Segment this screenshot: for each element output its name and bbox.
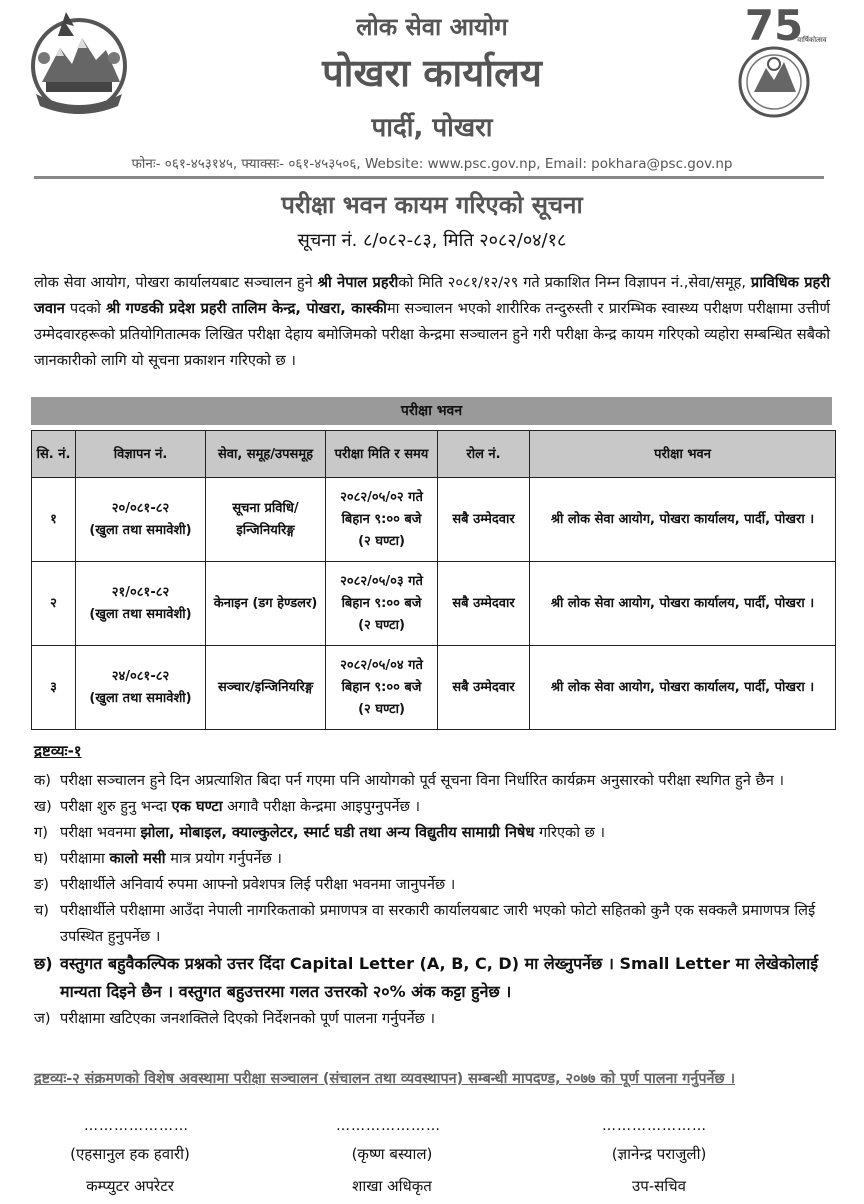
cell-venue: श्री लोक सेवा आयोग, पोखरा कार्यालय, पार्दी, पोखरा । <box>530 478 836 562</box>
note-item <box>34 794 834 820</box>
note-key: ग) <box>34 824 48 841</box>
table-row <box>32 478 836 562</box>
header-sn: सि. नं. <box>32 431 76 478</box>
office-name: पोखरा कार्यालय <box>322 51 542 95</box>
cell-datetime <box>326 646 438 730</box>
notes-heading: द्रष्टव्यः-१ <box>34 742 82 760</box>
intro-text: को मिति २०८१/१२/२९ गते प्रकाशित निम्न विज्ञापन नं.,सेवा/समूह, <box>398 274 751 291</box>
cell-datetime <box>326 562 438 646</box>
cell-service: सूचना प्रविधि/इन्जिनियरिङ्ग <box>206 478 326 562</box>
adv-number: २१/०८१-८२ <box>111 584 170 600</box>
header-service: सेवा, समूह/उपसमूह <box>206 431 326 478</box>
header-roll-no: रोल नं. <box>438 431 530 478</box>
signatory-role: शाखा अधिकृत <box>352 1177 432 1195</box>
notice-title: परीक्षा भवन कायम गरिएको सूचना <box>281 191 583 219</box>
table-header-row <box>32 431 836 478</box>
signatory-name: (ज्ञानेन्द्र पराजुली) <box>611 1145 707 1163</box>
note-text <box>60 768 834 794</box>
cell-adv <box>76 478 206 562</box>
note-key: क) <box>34 772 51 789</box>
signature-dots: ………………… <box>84 1118 189 1134</box>
note-key: घ) <box>34 850 49 867</box>
signature-dots: ………………… <box>336 1118 441 1134</box>
cell-roll: सबै उम्मेदवार <box>438 646 530 730</box>
exam-venue-table <box>31 430 836 730</box>
intro-paragraph <box>34 270 830 374</box>
intro-text: लोक सेवा आयोग, पोखरा कार्यालयबाट सञ्चालन हुने <box>34 274 318 291</box>
note-item <box>34 872 834 898</box>
note-key: च) <box>34 902 49 919</box>
note-key: छ) <box>34 954 53 973</box>
exam-duration: (२ घण्टा) <box>358 701 405 717</box>
cell-venue: श्री लोक सेवा आयोग, पोखरा कार्यालय, पार्दी, पोखरा । <box>530 646 836 730</box>
note-bold-text: कालो मसी <box>109 850 166 867</box>
intro-bold-text: श्री गण्डकी प्रदेश प्रहरी तालिम केन्द्र, पोखरा, कास्की <box>106 300 387 317</box>
note-item <box>34 846 834 872</box>
notes-list <box>34 768 834 1032</box>
org-name: लोक सेवा आयोग <box>356 13 508 41</box>
adv-type: (खुला तथा समावेशी) <box>89 606 192 622</box>
table-caption: परीक्षा भवन <box>31 397 832 425</box>
note-text <box>60 820 834 846</box>
note-text <box>60 794 834 820</box>
note-text <box>60 1006 834 1032</box>
footnote: द्रष्टव्यः-२ संक्रमणको विशेष अवस्थामा परीक्षा सञ्चालन (संचालन तथा व्यवस्थापन) सम्बन्धी मापदण्ड, २०७७ को पूर्ण पालना गर्नुपर्नेछ । <box>34 1071 736 1087</box>
note-text <box>60 898 834 950</box>
cell-adv <box>76 562 206 646</box>
cell-datetime <box>326 478 438 562</box>
exam-time: बिहान ९:०० बजे <box>341 679 422 695</box>
note-key: ख) <box>34 798 52 815</box>
exam-duration: (२ घण्टा) <box>358 533 405 549</box>
note-text <box>60 872 834 898</box>
note-bold-text: झोला, मोबाइल, क्याल्कुलेटर, स्मार्ट घडी तथा अन्य विद्युतीय सामाग्री निषेध <box>140 824 535 841</box>
note-plain-text: अगावै परीक्षा केन्द्रमा आइपुग्नुपर्नेछ । <box>222 798 420 815</box>
note-item <box>34 768 834 794</box>
cell-sn: १ <box>32 478 76 562</box>
exam-time: बिहान ९:०० बजे <box>341 511 422 527</box>
note-plain-text: गरिएको छ । <box>534 824 606 841</box>
cell-venue: श्री लोक सेवा आयोग, पोखरा कार्यालय, पार्दी, पोखरा । <box>530 562 836 646</box>
adv-type: (खुला तथा समावेशी) <box>89 522 192 538</box>
note-text <box>60 950 834 1006</box>
anniversary-label: वार्षिकोत्सव <box>797 36 827 44</box>
table-row <box>32 646 836 730</box>
note-item <box>34 820 834 846</box>
note-plain-text: परीक्षामा खटिएका जनशक्तिले दिएको निर्देशनको पूर्ण पालना गर्नुपर्नेछ । <box>60 1010 436 1027</box>
intro-bold-text: प्राविधिक प्रहरी जवान <box>34 274 831 317</box>
exam-date: २०८२/०५/०४ गते <box>340 657 423 673</box>
note-plain-text: परीक्षार्थीले अनिवार्य रुपमा आफ्नो प्रवेशपत्र लिई परीक्षा भवनमा जानुपर्नेछ । <box>60 876 456 893</box>
note-plain-text: परीक्षा शुरु हुनु भन्दा <box>60 798 172 815</box>
cell-adv <box>76 646 206 730</box>
exam-time: बिहान ९:०० बजे <box>341 595 422 611</box>
anniversary-number: 75 <box>744 6 804 50</box>
contact-line: फोनः- ०६१-४५३१४५, फ्याक्सः- ०६१-४५३५०६, Website: www.psc.gov.np, Email: pokhara@psc.gov.np <box>131 156 733 172</box>
note-bold-text: एक घण्टा <box>171 798 223 815</box>
header-venue: परीक्षा भवन <box>530 431 836 478</box>
signatory-name: (एहसानुल हक हवारी) <box>70 1145 190 1163</box>
notice-number-date: सूचना नं. ८/०८२-८३, मिति २०८२/०४/१८ <box>297 230 567 251</box>
header-divider <box>34 176 824 179</box>
signatory-role: उप-सचिव <box>631 1177 687 1195</box>
cell-service: सञ्चार/इन्जिनियरिङ्ग <box>206 646 326 730</box>
header-date-time: परीक्षा मिति र समय <box>326 431 438 478</box>
intro-text: पदको <box>64 300 107 317</box>
table-row <box>32 562 836 646</box>
adv-number: २०/०८१-८२ <box>111 500 170 516</box>
note-plain-text: परीक्षा सञ्चालन हुने दिन अप्रत्याशित बिदा पर्न गएमा पनि आयोगको पूर्व सूचना विना निर्धारित कार्यक्रम अनुसारको परीक्षा स्थगित हुने छैन । <box>60 772 785 789</box>
note-key: ज) <box>34 1010 51 1027</box>
signatory-role: कम्प्युटर अपरेटर <box>86 1177 174 1195</box>
note-item <box>34 898 834 950</box>
note-plain-text: परीक्षामा <box>60 850 110 867</box>
note-plain-text: मात्र प्रयोग गर्नुपर्नेछ । <box>165 850 282 867</box>
cell-roll: सबै उम्मेदवार <box>438 478 530 562</box>
exam-date: २०८२/०५/०२ गते <box>340 489 423 505</box>
header-adv-no: विज्ञापन नं. <box>76 431 206 478</box>
exam-date: २०८२/०५/०३ गते <box>340 573 423 589</box>
note-item <box>34 950 834 1006</box>
note-bold-text: वस्तुगत बहुवैकल्पिक प्रश्नको उत्तर दिंदा Capital Letter (A, B, C, D) मा लेख्नुपर्नेछ । Small Letter मा लेखेकोलाई मान्यता दिइने छैन । वस्तुगत बहुउत्तरमा गलत उत्तरको २०% अंक कट्टा हुनेछ । <box>60 954 819 1001</box>
exam-duration: (२ घण्टा) <box>358 617 405 633</box>
note-text <box>60 846 834 872</box>
cell-sn: ३ <box>32 646 76 730</box>
cell-service: केनाइन (डग हेण्डलर) <box>206 562 326 646</box>
note-plain-text: परीक्षार्थीले परीक्षामा आउँदा नेपाली नागरिकताको प्रमाणपत्र वा सरकारी कार्यालयबाट जारी भएको फोटो सहितको कुनै एक सक्कलै प्रमाणपत्र लिई उपस्थित हुनुपर्नेछ । <box>60 902 816 945</box>
cell-roll: सबै उम्मेदवार <box>438 562 530 646</box>
cell-sn: २ <box>32 562 76 646</box>
note-key: ङ) <box>34 876 49 893</box>
intro-bold-text: श्री नेपाल प्रहरी <box>317 274 399 291</box>
signature-dots: ………………… <box>602 1118 707 1134</box>
note-plain-text: परीक्षा भवनमा <box>60 824 141 841</box>
note-item <box>34 1006 834 1032</box>
adv-type: (खुला तथा समावेशी) <box>89 690 192 706</box>
adv-number: २४/०८१-८२ <box>111 668 170 684</box>
office-location: पार्दी, पोखरा <box>371 113 493 143</box>
signatory-name: (कृष्ण बस्याल) <box>351 1145 433 1163</box>
intro-text: मा सञ्चालन भएको शारीरिक तन्दुरुस्ती र प्रारम्भिक स्वास्थ्य परीक्षण परीक्षामा उत्तीर्ण उम्मेदवारहरूको प्रतियोगितात्मक लिखित परीक्षा देहाय बमोजिमको परीक्षा केन्द्रमा सञ्चालन हुने गरी परीक्षा केन्द्र कायम गरिएको व्यहोरा सम्बन्धित सबैको जानकारीको लागि यो सूचना प्रकाशन गरिएको छ । <box>34 300 830 369</box>
